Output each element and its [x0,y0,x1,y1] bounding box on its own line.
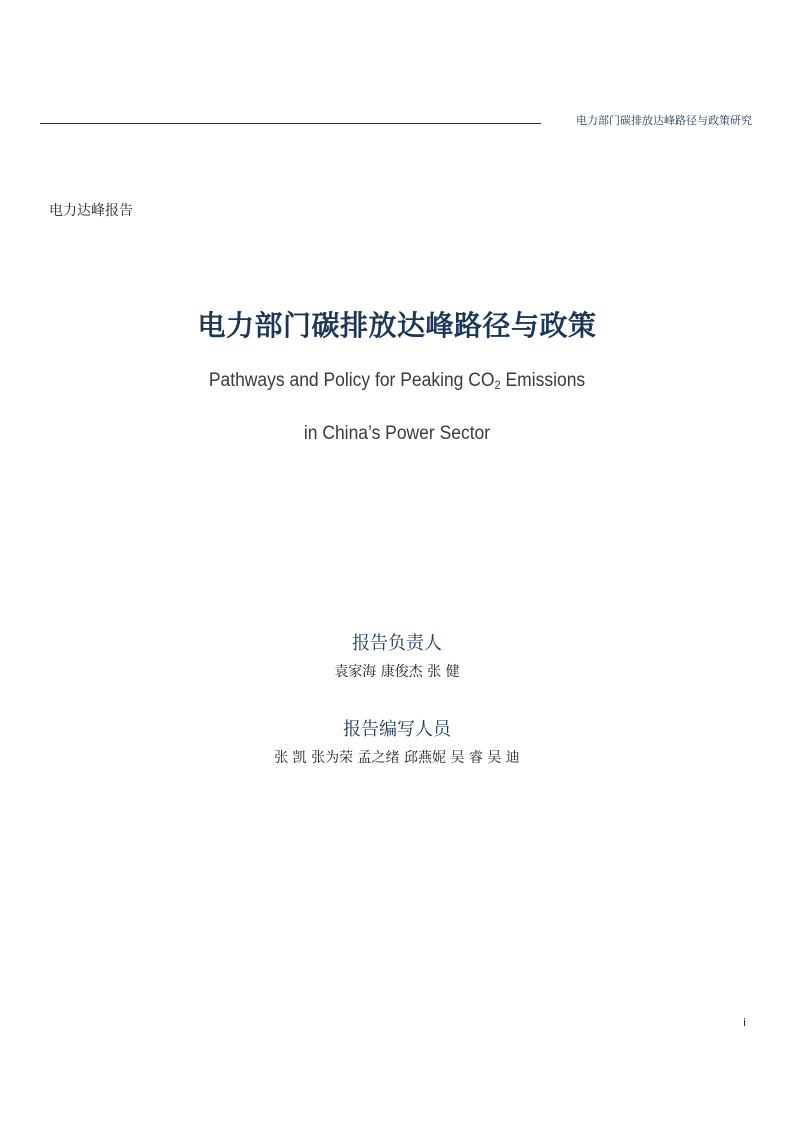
english-title-line-2: in China’s Power Sector [303,423,491,444]
english-title-line-1-end: Emissions [500,370,586,391]
report-authors-names: 张 凯 张为荣 孟之绪 邱燕妮 吴 睿 吴 迪 [274,750,520,766]
report-leads-names: 袁家海 康俊杰 张 健 [334,664,460,680]
english-title-line-1-start: Pathways and Policy for Peaking CO [208,370,495,391]
main-title: 电力部门碳排放达峰路径与政策 [197,309,597,342]
report-leads-heading: 报告负责人 [352,633,442,654]
page-number: i [742,1016,746,1029]
english-title-line-1 [32,370,762,392]
report-authors-heading: 报告编写人员 [343,719,451,740]
co2-subscript: 2 [494,378,501,392]
header-rule [40,123,541,124]
series-label: 电力达峰报告 [49,203,133,219]
running-header-title: 电力部门碳排放达峰路径与政策研究 [576,114,752,127]
